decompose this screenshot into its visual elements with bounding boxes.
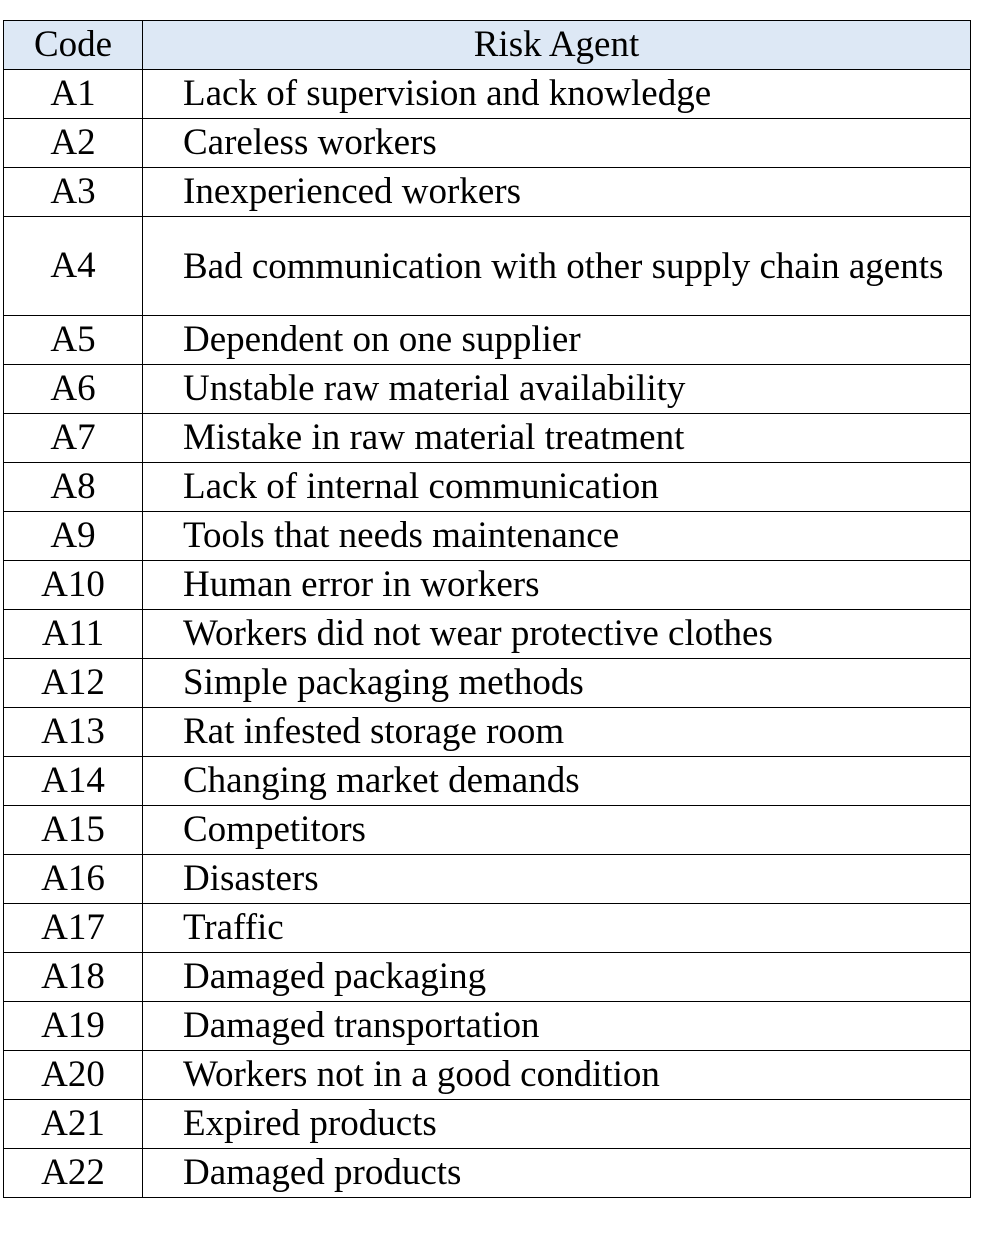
code-cell: A12 [4, 659, 143, 708]
code-cell: A21 [4, 1100, 143, 1149]
table-row [4, 217, 971, 316]
code-cell: A14 [4, 757, 143, 806]
risk-agent-cell: Damaged packaging [143, 953, 971, 1002]
risk-agent-table [3, 20, 971, 1198]
table-row [4, 70, 971, 119]
risk-agent-cell: Human error in workers [143, 561, 971, 610]
table-row [4, 414, 971, 463]
table-row [4, 659, 971, 708]
code-cell: A1 [4, 70, 143, 119]
table-row [4, 1051, 971, 1100]
risk-agent-cell: Competitors [143, 806, 971, 855]
risk-agent-cell: Workers did not wear protective clothes [143, 610, 971, 659]
code-cell: A16 [4, 855, 143, 904]
risk-agent-cell: Lack of internal communication [143, 463, 971, 512]
risk-agent-cell: Changing market demands [143, 757, 971, 806]
table-row [4, 512, 971, 561]
code-cell: A9 [4, 512, 143, 561]
risk-agent-cell: Unstable raw material availability [143, 365, 971, 414]
risk-agent-cell: Disasters [143, 855, 971, 904]
code-cell: A11 [4, 610, 143, 659]
table-row [4, 1100, 971, 1149]
code-cell: A10 [4, 561, 143, 610]
risk-agent-cell: Rat infested storage room [143, 708, 971, 757]
table-row [4, 904, 971, 953]
table-row [4, 1149, 971, 1198]
table-row [4, 561, 971, 610]
table-row [4, 610, 971, 659]
table-row [4, 806, 971, 855]
code-cell: A19 [4, 1002, 143, 1051]
code-cell: A4 [4, 217, 143, 316]
header-risk-agent: Risk Agent [143, 21, 971, 70]
risk-agent-cell: Workers not in a good condition [143, 1051, 971, 1100]
risk-agent-cell: Traffic [143, 904, 971, 953]
risk-agent-cell: Simple packaging methods [143, 659, 971, 708]
code-cell: A18 [4, 953, 143, 1002]
table-row [4, 463, 971, 512]
risk-agent-cell: Bad communication with other supply chain agents [143, 217, 971, 316]
code-cell: A13 [4, 708, 143, 757]
table-row [4, 119, 971, 168]
code-cell: A5 [4, 316, 143, 365]
risk-agent-cell: Damaged transportation [143, 1002, 971, 1051]
code-cell: A2 [4, 119, 143, 168]
risk-agent-cell: Careless workers [143, 119, 971, 168]
table-row [4, 365, 971, 414]
code-cell: A17 [4, 904, 143, 953]
code-cell: A20 [4, 1051, 143, 1100]
code-cell: A15 [4, 806, 143, 855]
table-row [4, 953, 971, 1002]
risk-agent-cell: Tools that needs maintenance [143, 512, 971, 561]
code-cell: A8 [4, 463, 143, 512]
risk-agent-cell: Mistake in raw material treatment [143, 414, 971, 463]
table-row [4, 855, 971, 904]
table-row [4, 708, 971, 757]
risk-agent-cell: Expired products [143, 1100, 971, 1149]
risk-agent-cell: Inexperienced workers [143, 168, 971, 217]
risk-agent-cell: Dependent on one supplier [143, 316, 971, 365]
code-cell: A6 [4, 365, 143, 414]
table-row [4, 1002, 971, 1051]
code-cell: A3 [4, 168, 143, 217]
table-row [4, 168, 971, 217]
table-row [4, 757, 971, 806]
table-row [4, 316, 971, 365]
code-cell: A22 [4, 1149, 143, 1198]
risk-agent-cell: Damaged products [143, 1149, 971, 1198]
header-code: Code [4, 21, 143, 70]
risk-agent-cell: Lack of supervision and knowledge [143, 70, 971, 119]
code-cell: A7 [4, 414, 143, 463]
table-header-row [4, 21, 971, 70]
